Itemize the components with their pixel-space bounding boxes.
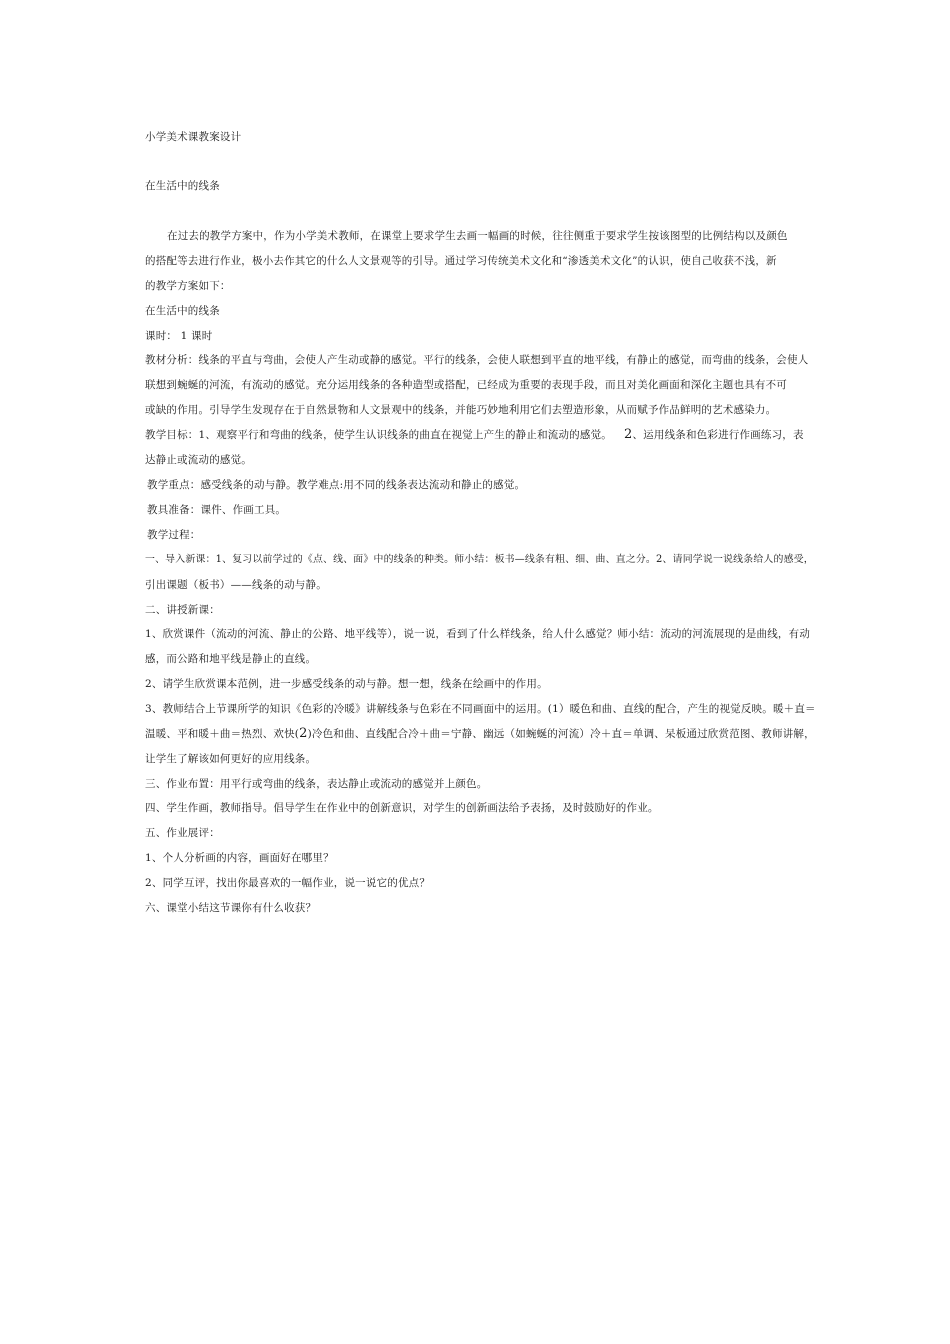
- intro-line-3: 的教学方案如下：: [145, 280, 231, 292]
- teaching-goals-number: 2: [623, 427, 633, 442]
- section-3: 三、作业布置：用平行或弯曲的线条，表达静止或流动的感觉并上颜色。: [145, 778, 488, 790]
- section-6: 六、课堂小结这节课你有什么收获？: [145, 902, 317, 914]
- section-5-item-2: 2、同学互评，找出你最喜欢的一幅作业，说一说它的优点？: [145, 877, 431, 889]
- section-1-line-2: 引出课题（板书）——线条的动与静。: [145, 579, 327, 591]
- teaching-goals-line-1: [145, 428, 804, 442]
- lesson-title: 在生活中的线条: [145, 305, 220, 317]
- section-2-item-3-number: 2: [299, 726, 308, 741]
- section-2-item-3-part-2: )冷色和曲、直线配合冷＋曲＝宁静、幽远（如蜿蜒的河流）冷＋直＝单调、呆板通过欣赏范图、教师讲解，: [307, 728, 815, 740]
- section-5-label: 五、作业展评：: [145, 827, 220, 839]
- document-subtitle: 在生活中的线条: [145, 180, 220, 192]
- intro-line-1: 在过去的教学方案中，作为小学美术教师，在课堂上要求学生去画一幅画的时候，往往侧重于要求学生按该图型的比例结构以及颜色: [167, 230, 788, 242]
- section-1-line-1: 一、导入新课：1、复习以前学过的《点、线、面》中的线条的种类。师小结：板书—线条有粗、细、曲、直之分。2、请同学说一说线条给人的感受，: [145, 554, 814, 565]
- teaching-goals-part-1: 教学目标：1、观察平行和弯曲的线条，使学生认识线条的曲直在视觉上产生的静止和流动的感觉。: [145, 429, 612, 441]
- intro-line-2: 的搭配等去进行作业，极小去作其它的什么人文景观等的引导。通过学习传统美术文化和“渗透美术文化”的认识，使自己收获不浅，新: [145, 255, 777, 267]
- section-2-item-3-line-3: 让学生了解该如何更好的应用线条。: [145, 753, 317, 765]
- teaching-goals-part-2: 、运用线条和色彩进行作画练习，表: [632, 429, 804, 441]
- section-5-item-1: 1、个人分析画的内容，画面好在哪里？: [145, 852, 334, 864]
- document-title: 小学美术课教案设计: [145, 131, 242, 143]
- section-2-label: 二、讲授新课：: [145, 604, 220, 616]
- analysis-line-2: 联想到蜿蜒的河流，有流动的感觉。充分运用线条的各种造型或搭配，已经成为重要的表现手段，而且对美化画面和深化主题也具有不可: [145, 379, 787, 391]
- teaching-goals-line-2: 达静止或流动的感觉。: [145, 454, 252, 466]
- analysis-line-1: 教材分析：线条的平直与弯曲，会使人产生动或静的感觉。平行的线条，会使人联想到平直的地平线，有静止的感觉，而弯曲的线条，会使人: [145, 354, 809, 366]
- lesson-period: 课时： 1 课时: [145, 330, 213, 342]
- section-4: 四、学生作画，教师指导。倡导学生在作业中的创新意识，对学生的创新画法给予表扬，及时鼓励好的作业。: [145, 802, 659, 814]
- teaching-tools: 教具准备：课件、作画工具。: [147, 504, 287, 516]
- section-2-item-1-line-1: 1、欣赏课件（流动的河流、静止的公路、地平线等），说一说，看到了什么样线条，给人什么感觉？师小结：流动的河流展现的是曲线，有动: [145, 628, 811, 640]
- section-2-item-2: 2、请学生欣赏课本范例，进一步感受线条的动与静。想一想，线条在绘画中的作用。: [145, 678, 548, 690]
- section-2-item-3-line-2: [145, 727, 815, 741]
- process-label: 教学过程：: [147, 529, 201, 541]
- key-points: 教学重点：感受线条的动与静。教学难点:用不同的线条表达流动和静止的感觉。: [147, 479, 526, 491]
- analysis-line-3: 或缺的作用。引导学生发现存在于自然景物和人文景观中的线条，并能巧妙地利用它们去塑造形象，从而赋予作品鲜明的艺术感染力。: [145, 404, 777, 416]
- section-2-item-3-part-1: 温暖、平和暖＋曲＝热烈、欢快(: [145, 728, 300, 740]
- section-2-item-1-line-2: 感，而公路和地平线是静止的直线。: [145, 653, 317, 665]
- section-2-item-3-line-1: 3、教师结合上节课所学的知识《色彩的冷暖》讲解线条与色彩在不同画面中的运用。(1）暖色和曲、直线的配合，产生的视觉反映。暖＋直＝: [145, 703, 816, 715]
